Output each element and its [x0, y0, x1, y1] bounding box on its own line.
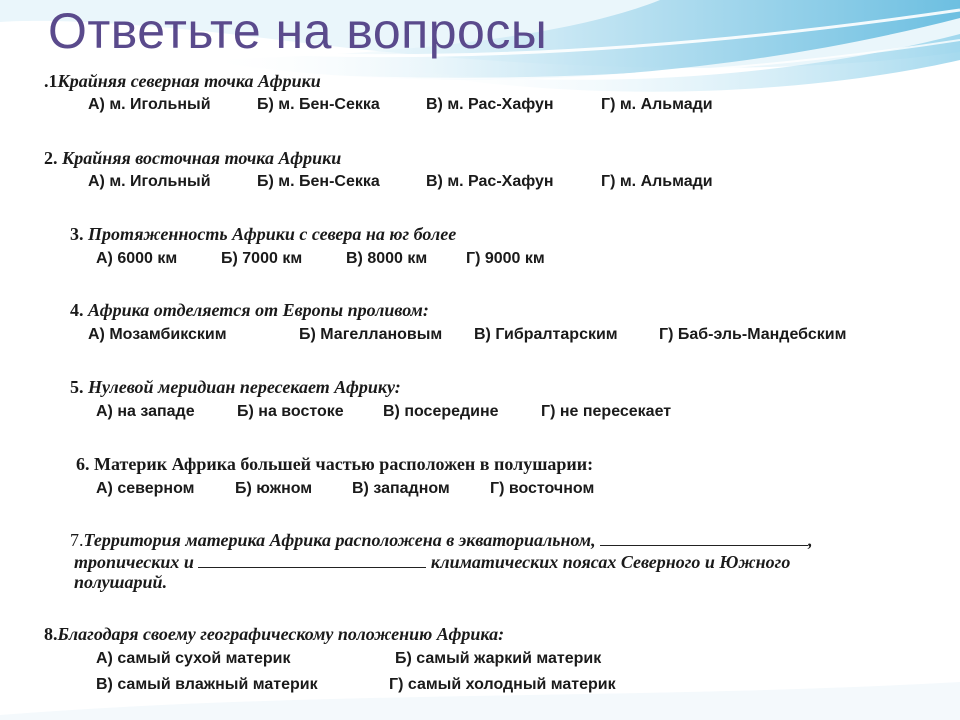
- option-c[interactable]: В) м. Рас-Хафун: [426, 173, 554, 190]
- option-a[interactable]: А) м. Игольный: [88, 173, 211, 190]
- page-title: Ответьте на вопросы: [48, 3, 548, 59]
- option-c[interactable]: В) 8000 км: [346, 250, 428, 267]
- question-number: 4.: [70, 300, 84, 320]
- option-d[interactable]: Г) м. Альмади: [601, 96, 713, 113]
- option-c[interactable]: В) западном: [352, 480, 450, 497]
- question-text-line1: Территория материка Африка расположена в экваториальном,: [83, 530, 596, 550]
- option-b[interactable]: Б) южном: [235, 480, 313, 497]
- question-text: Крайняя северная точка Африки: [57, 71, 321, 91]
- option-a[interactable]: А) м. Игольный: [88, 96, 211, 113]
- question-number: 8.: [44, 624, 58, 644]
- option-d[interactable]: Г) восточном: [490, 480, 595, 497]
- question-7-line2: [74, 552, 790, 573]
- question-text: Протяженность Африки с севера на юг более: [88, 224, 457, 244]
- option-c[interactable]: В) м. Рас-Хафун: [426, 96, 554, 113]
- line1-end: ,: [808, 530, 813, 550]
- option-a[interactable]: А) 6000 км: [96, 250, 178, 267]
- option-d[interactable]: Г) 9000 км: [466, 250, 545, 267]
- option-b[interactable]: Б) самый жаркий материк: [395, 650, 602, 667]
- question-4: [70, 300, 429, 321]
- option-b[interactable]: Б) Магеллановым: [299, 326, 443, 343]
- question-number: 3.: [70, 224, 84, 244]
- question-number: 2.: [44, 148, 58, 168]
- option-a[interactable]: А) самый сухой материк: [96, 650, 291, 667]
- question-text-line2-start: тропических и: [74, 552, 194, 572]
- option-b[interactable]: Б) м. Бен-Секка: [257, 173, 380, 190]
- question-text: Крайняя восточная точка Африки: [62, 148, 342, 168]
- option-b[interactable]: Б) 7000 км: [221, 250, 303, 267]
- option-d[interactable]: Г) не пересекает: [541, 403, 672, 420]
- question-text: Благодаря своему географическому положению Африка:: [57, 624, 505, 644]
- question-text: Материк Африка большей частью расположен в полушарии:: [94, 454, 594, 474]
- option-c[interactable]: В) самый влажный материк: [96, 676, 318, 693]
- answer-options-6: [0, 480, 960, 502]
- question-number: 6.: [76, 454, 90, 474]
- option-d[interactable]: Г) самый холодный материк: [389, 676, 616, 693]
- answer-options-3: [0, 250, 960, 272]
- question-text-line3: полушарий.: [74, 572, 168, 592]
- question-8: [44, 624, 504, 645]
- question-text-line2-end: климатических поясах Северного и Южного: [430, 552, 791, 572]
- question-number: 5.: [70, 377, 84, 397]
- question-5: [70, 377, 401, 398]
- question-7-line3: [74, 572, 167, 593]
- question-1: [44, 71, 321, 92]
- answer-blank-1[interactable]: [600, 545, 808, 546]
- question-6: [76, 454, 593, 475]
- question-number: .1: [44, 71, 58, 91]
- option-c[interactable]: В) Гибралтарским: [474, 326, 618, 343]
- answer-options-5: [0, 403, 960, 425]
- question-3: [70, 224, 456, 245]
- option-b[interactable]: Б) на востоке: [237, 403, 344, 420]
- option-a[interactable]: А) на западе: [96, 403, 195, 420]
- option-d[interactable]: Г) м. Альмади: [601, 173, 713, 190]
- question-number: 7.: [70, 530, 84, 550]
- answer-options-4: [0, 326, 960, 348]
- question-7: [70, 530, 813, 551]
- option-a[interactable]: А) северном: [96, 480, 195, 497]
- option-c[interactable]: В) посередине: [383, 403, 499, 420]
- question-2: [44, 148, 341, 169]
- answer-options-2: [0, 173, 960, 195]
- answer-options-8b: [0, 676, 960, 698]
- option-d[interactable]: Г) Баб-эль-Мандебским: [659, 326, 847, 343]
- answer-options-1: [0, 96, 960, 118]
- option-a[interactable]: А) Мозамбикским: [88, 326, 227, 343]
- question-text: Африка отделяется от Европы проливом:: [88, 300, 429, 320]
- answer-options-8a: [0, 650, 960, 672]
- question-text: Нулевой меридиан пересекает Африку:: [88, 377, 401, 397]
- option-b[interactable]: Б) м. Бен-Секка: [257, 96, 380, 113]
- answer-blank-2[interactable]: [198, 567, 426, 568]
